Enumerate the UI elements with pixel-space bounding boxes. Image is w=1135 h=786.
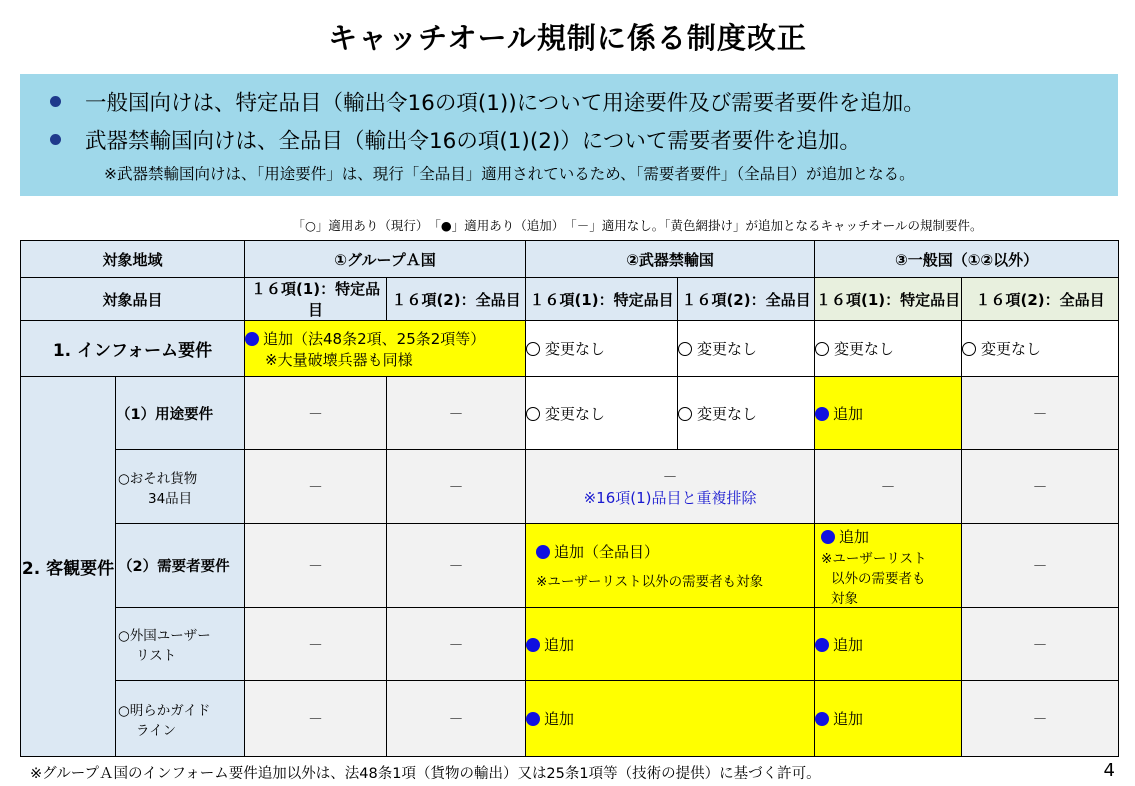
existing-circle-icon	[526, 342, 540, 356]
existing-circle-icon	[678, 407, 692, 421]
subheader-specific: １６項(1)：特定品目	[245, 278, 387, 321]
summary-bullet	[44, 120, 1118, 158]
cell-text: 追加	[544, 710, 575, 728]
added-dot-icon	[526, 712, 540, 726]
cell-text: 変更なし	[981, 340, 1042, 358]
row-objective-label: 2. 客観要件	[21, 377, 116, 757]
na-cell: －	[245, 608, 387, 681]
inform-cell	[962, 321, 1119, 377]
existing-circle-icon	[678, 342, 692, 356]
summary-bullet-text: 武器禁輸国向けは、全品目（輸出令16の項(1)(2)）について需要者要件を追加。	[85, 128, 861, 154]
legend: 「○」適用あり（現行） 「●」適用あり（追加） 「－」適用なし。「黄色網掛け」が追加となるキャッチオールの規制要件。	[292, 218, 983, 233]
added-dot-icon	[815, 407, 829, 421]
na-cell: －	[387, 524, 526, 608]
na-cell: －	[962, 450, 1119, 524]
subheader-all: １６項(2)：全品目	[387, 278, 526, 321]
added-dot-icon	[815, 712, 829, 726]
added-dot-icon	[245, 332, 259, 346]
row-foreign-label-line: ○外国ユーザー	[118, 628, 211, 644]
inform-cell	[815, 321, 962, 377]
header-general: ③一般国（①②以外）	[815, 241, 1119, 278]
subheader-all: １６項(2)：全品目	[678, 278, 815, 321]
bullet-icon	[50, 96, 61, 107]
summary-bullet-text: 一般国向けは、特定品目（輸出令16の項(1))について用途要件及び需要者要件を追加。	[85, 90, 925, 116]
cell-text: 追加	[833, 710, 864, 728]
cell-text: 追加（全品目）	[554, 543, 660, 561]
added-dot-icon	[536, 545, 550, 559]
foreign-general-added-cell	[815, 608, 962, 681]
use-general-added-cell	[815, 377, 962, 450]
na-cell: －	[245, 450, 387, 524]
inform-group-a-cell	[245, 321, 526, 377]
added-dot-icon	[526, 638, 540, 652]
cell-text: 変更なし	[545, 340, 606, 358]
added-dot-icon	[815, 638, 829, 652]
subheader-specific: １６項(1)：特定品目	[815, 278, 962, 321]
subheader-all: １６項(2)：全品目	[962, 278, 1119, 321]
guide-arms-added-cell	[526, 681, 815, 757]
row-risk-goods-label	[116, 450, 245, 524]
guide-general-added-cell	[815, 681, 962, 757]
cell-text: 変更なし	[697, 404, 758, 423]
na-cell: －	[387, 608, 526, 681]
cell-text: 追加	[544, 635, 575, 654]
cell-text: －	[662, 467, 678, 486]
na-cell: －	[387, 450, 526, 524]
risk-arms-cell	[526, 450, 815, 524]
na-cell: －	[962, 608, 1119, 681]
user-general-note: 対象	[831, 591, 859, 607]
user-general-note: ※ユーザーリスト	[821, 551, 927, 567]
header-region: 対象地域	[21, 241, 245, 278]
row-user-label: （2）需要者要件	[116, 524, 245, 608]
row-guide-label-line: ○明らかガイド	[118, 702, 211, 719]
existing-circle-icon	[815, 342, 829, 356]
page-title: キャッチオール規制に係る制度改正	[328, 21, 807, 55]
na-cell: －	[387, 681, 526, 757]
header-items: 対象品目	[21, 278, 245, 321]
na-cell: －	[815, 450, 962, 524]
summary-note: ※武器禁輸国向けは、「用途要件」は、現行「全品目」適用されているため、「需要者要件」（全品目）が追加となる。	[104, 165, 915, 183]
subheader-specific: １６項(1)：特定品目	[526, 278, 678, 321]
row-use-label: （1）用途要件	[116, 377, 245, 450]
inform-cell	[526, 321, 678, 377]
row-foreign-user-label	[116, 608, 245, 681]
cell-text: 追加	[839, 528, 870, 546]
cell-text: 変更なし	[697, 340, 758, 358]
row-risk-label-line: 34品目	[148, 490, 193, 507]
na-cell: －	[245, 681, 387, 757]
bullet-icon	[50, 134, 61, 145]
user-general-note: 以外の需要者も	[831, 571, 926, 587]
footer-note: ※グループＡ国のインフォーム要件追加以外は、法48条1項（貨物の輸出）又は25条1項等（技術の提供）に基づく許可。	[30, 766, 821, 782]
na-cell: －	[962, 524, 1119, 608]
row-risk-label-line: ○おそれ貨物	[118, 470, 198, 487]
na-cell: －	[245, 377, 387, 450]
cell-text: 変更なし	[545, 404, 606, 423]
header-arms-embargo: ②武器禁輸国	[526, 241, 815, 278]
inform-added-text: 追加（法48条2項、25条2項等）	[263, 329, 486, 348]
inform-added-note: ※大量破壊兵器も同様	[265, 350, 413, 369]
na-cell: －	[245, 524, 387, 608]
row-foreign-label-line: リスト	[136, 648, 177, 664]
inform-cell	[678, 321, 815, 377]
row-guideline-label	[116, 681, 245, 757]
user-arms-note: ※ユーザーリスト以外の需要者も対象	[536, 574, 764, 590]
risk-note: ※16項(1)品目と重複排除	[583, 488, 757, 507]
user-general-added-cell	[815, 524, 962, 608]
summary-bullet	[44, 82, 1118, 120]
cell-text: 追加	[833, 635, 864, 654]
page-number: 4	[1103, 760, 1115, 781]
na-cell: －	[962, 377, 1119, 450]
existing-circle-icon	[962, 342, 976, 356]
use-cell	[526, 377, 678, 450]
existing-circle-icon	[526, 407, 540, 421]
cell-text: 変更なし	[834, 340, 895, 358]
na-cell: －	[387, 377, 526, 450]
na-cell: －	[962, 681, 1119, 757]
header-group-a: ①グループＡ国	[245, 241, 526, 278]
foreign-arms-added-cell	[526, 608, 815, 681]
cell-text: 追加	[833, 404, 864, 423]
row-inform-label: 1. インフォーム要件	[21, 321, 245, 377]
summary-box	[20, 74, 1118, 196]
row-guide-label-line: ライン	[136, 722, 177, 739]
use-cell	[678, 377, 815, 450]
user-arms-added-cell	[526, 524, 815, 608]
requirements-table	[20, 240, 1119, 757]
added-dot-icon	[821, 530, 835, 544]
